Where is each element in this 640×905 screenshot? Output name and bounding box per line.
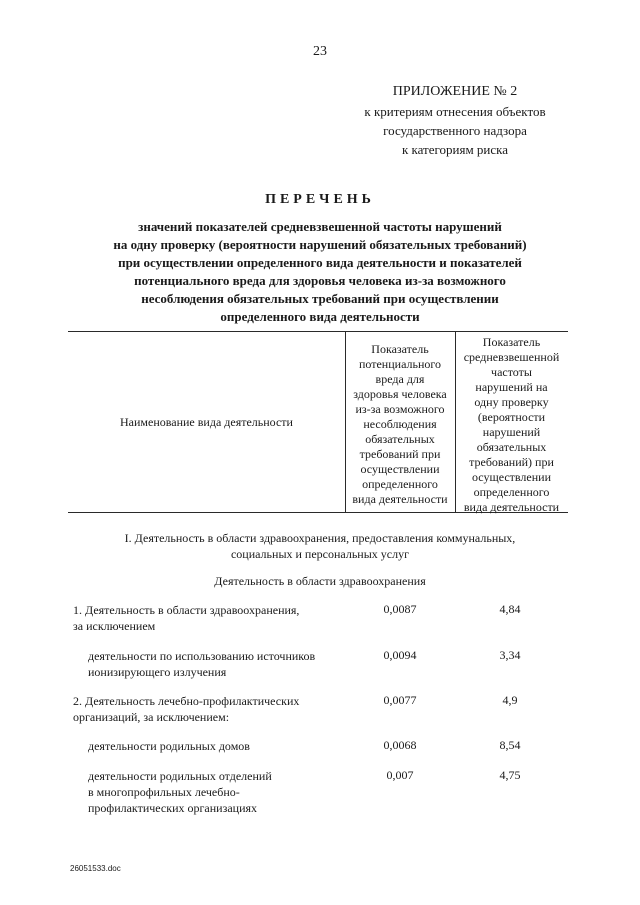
activity-name: деятельности родильных отделений в многопрофильных лечебно- профилактических организациях — [88, 769, 272, 815]
violation-frequency-value: 4,9 — [502, 693, 518, 707]
activity-name: 1. Деятельность в области здравоохранения, за исключением — [73, 603, 300, 633]
subsection-title: Деятельность в области здравоохранения — [214, 574, 426, 588]
column-header-potential-harm: Показатель потенциального вреда для здоровья человека из-за возможного несоблюдения обязательных требований при осуществлении определенного вида деятельности — [352, 342, 448, 506]
activity-name: деятельности родильных домов — [88, 739, 250, 753]
appendix-line: к критериям отнесения объектов — [364, 104, 546, 119]
violation-frequency-value: 4,75 — [499, 768, 521, 782]
activity-name: 2. Деятельность лечебно-профилактических организаций, за исключением: — [73, 694, 300, 724]
potential-harm-value: 0,007 — [386, 768, 414, 782]
document-subheading — [70, 218, 570, 326]
subheading-line: потенциального вреда для здоровья человека из-за возможного — [134, 273, 506, 288]
potential-harm-value: 0,0077 — [383, 693, 417, 707]
column-header-activity: Наименование вида деятельности — [120, 415, 293, 429]
table-row — [0, 648, 640, 696]
violation-frequency-value: 4,84 — [499, 602, 521, 616]
table-top-rule — [68, 331, 568, 332]
table-row — [0, 602, 640, 650]
subheading-line: определенного вида деятельности — [220, 309, 420, 324]
file-name-footer: 26051533.doc — [70, 864, 121, 873]
table-row — [0, 768, 640, 828]
appendix-block — [330, 82, 580, 159]
violation-frequency-value: 8,54 — [499, 738, 521, 752]
subheading-line: на одну проверку (вероятности нарушений обязательных требований) — [113, 237, 527, 252]
subheading-line: несоблюдения обязательных требований при осуществлении — [141, 291, 499, 306]
appendix-line: государственного надзора — [383, 123, 527, 138]
document-heading: ПЕРЕЧЕНЬ — [265, 192, 375, 207]
activity-name: деятельности по использованию источников ионизирующего излучения — [88, 649, 316, 679]
potential-harm-value: 0,0087 — [383, 602, 417, 616]
table-row — [0, 693, 640, 741]
subheading-line: при осуществлении определенного вида деятельности и показателей — [118, 255, 522, 270]
subheading-line: значений показателей средневзвешенной частоты нарушений — [138, 219, 502, 234]
potential-harm-value: 0,0068 — [383, 738, 417, 752]
page-number: 23 — [313, 44, 327, 59]
appendix-line: к категориям риска — [401, 142, 509, 157]
section-title: I. Деятельность в области здравоохранения, предоставления коммунальных, социальных и персональных услуг — [124, 531, 516, 561]
potential-harm-value: 0,0094 — [383, 648, 417, 662]
column-header-violation-frequency: Показатель средневзвешенной частоты нарушений на одну проверку (вероятности нарушений обязательных требований) при осуществлении определенного вида деятельности — [463, 335, 560, 514]
appendix-title: ПРИЛОЖЕНИЕ № 2 — [392, 84, 518, 99]
violation-frequency-value: 3,34 — [499, 648, 521, 662]
